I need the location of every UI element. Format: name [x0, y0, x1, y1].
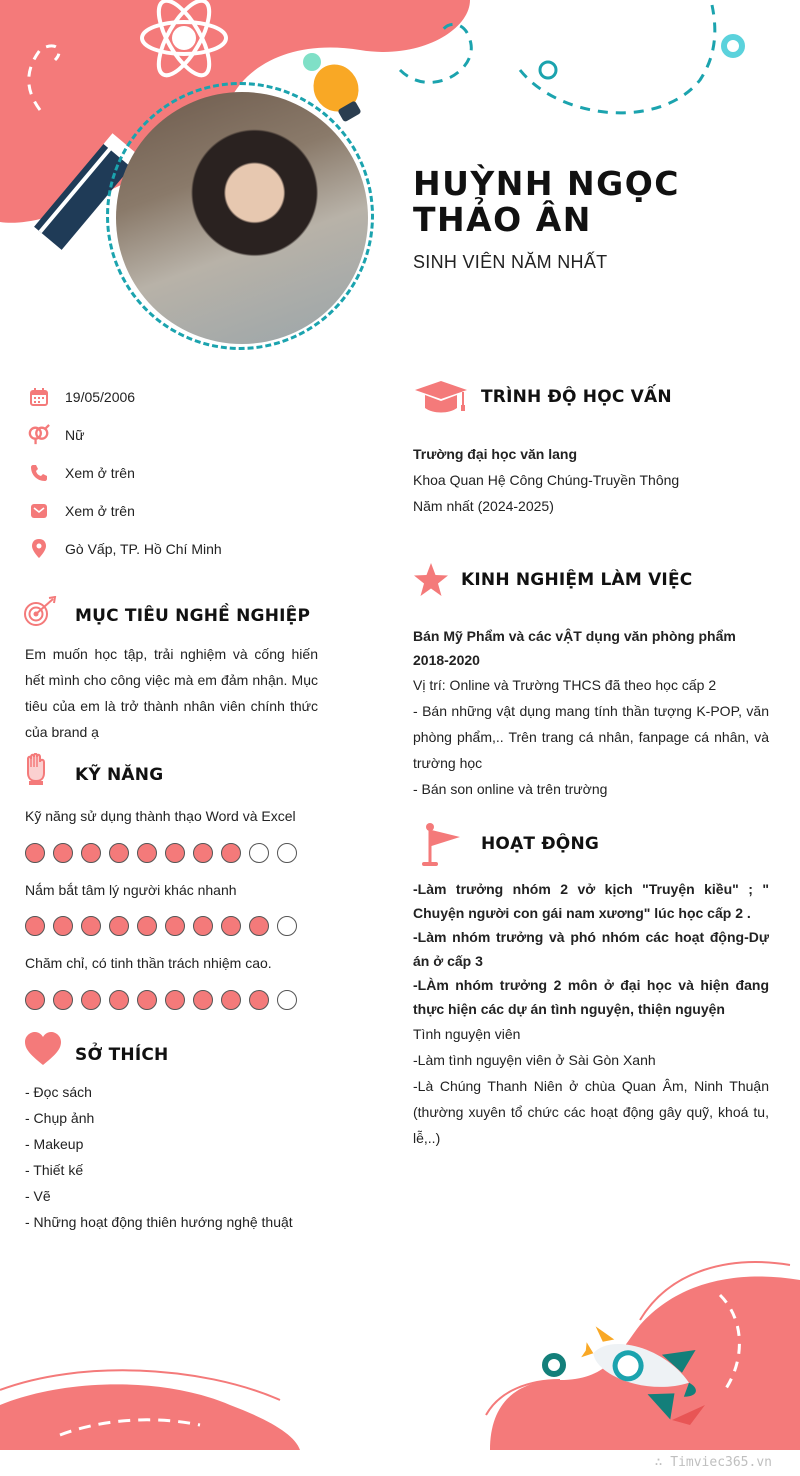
rating-dot-filled [53, 916, 73, 936]
activity-item: -Làm nhóm trưởng và phó nhóm các hoạt động-Dự án ở cấp 3 [413, 929, 769, 969]
rating-dot-filled [81, 916, 101, 936]
email-icon [28, 500, 50, 522]
contact-text: Gò Vấp, TP. Hồ Chí Minh [65, 541, 222, 557]
hobbies-title: SỞ THÍCH [75, 1045, 169, 1065]
job-title: Bán Mỹ Phẩm và các vẬT dụng văn phòng phẩm [413, 628, 736, 644]
graduation-cap-icon [413, 380, 469, 416]
hobby-item: - Makeup [25, 1136, 84, 1152]
contact-text: Xem ở trên [65, 503, 135, 519]
skill-label: Chăm chỉ, có tinh thần trách nhiệm cao. [25, 955, 272, 971]
school-name: Trường đại học văn lang [413, 446, 578, 462]
hobby-item: - Thiết kế [25, 1162, 84, 1178]
rating-dot-filled [53, 990, 73, 1010]
rating-dot-filled [53, 843, 73, 863]
star-icon [413, 562, 449, 598]
activity-item: -Là Chúng Thanh Niên ở chùa Quan Âm, Ninh Thuận (thường xuyên tổ chức các hoạt động gây quỹ, khoá tu, lễ,..) [413, 1078, 769, 1146]
skill-rating [25, 990, 297, 1010]
hobbies-list [25, 1079, 355, 1235]
candidate-name: HUỲNH NGỌC THẢO ÂN [413, 164, 681, 239]
flag-icon [420, 822, 464, 868]
rating-dot-filled [165, 916, 185, 936]
activities-title: HOẠT ĐỘNG [481, 834, 600, 854]
job-description: - Bán son online và trên trường [413, 781, 608, 797]
contact-gender [28, 423, 348, 447]
rating-dot-filled [193, 843, 213, 863]
rating-dot-filled [81, 990, 101, 1010]
study-year: Năm nhất (2024-2025) [413, 498, 554, 514]
gender-icon [28, 424, 50, 446]
hobby-item: - Vẽ [25, 1188, 51, 1204]
activity-subheading: Tình nguyện viên [413, 1026, 521, 1042]
rating-dot-filled [137, 916, 157, 936]
job-description: - Bán những vật dụng mang tính thần tượng K-POP, văn phòng phẩm,.. Trên trang cá nhân, fanpage cá nhân, và trường học [413, 703, 769, 771]
contact-birthdate [28, 385, 348, 409]
contact-location [28, 537, 348, 561]
skill-rating [25, 843, 297, 863]
contact-email [28, 499, 348, 523]
rating-dot-empty [277, 916, 297, 936]
job-period: 2018-2020 [413, 652, 480, 668]
skills-title: KỸ NĂNG [75, 765, 164, 785]
rating-dot-filled [249, 916, 269, 936]
rating-dot-filled [193, 990, 213, 1010]
skill-label: Kỹ năng sử dụng thành thạo Word và Excel [25, 808, 296, 824]
objective-text: Em muốn học tập, trải nghiệm và cống hiến hết mình cho công việc mà em đảm nhận. Mục tiêu của em là trở thành nhân viên chính thức của brand ạ [25, 646, 318, 740]
objective-title: MỤC TIÊU NGHỀ NGHIỆP [75, 606, 311, 626]
experience-details [413, 624, 769, 802]
faculty: Khoa Quan Hệ Công Chúng-Truyền Thông [413, 472, 680, 488]
calendar-icon [28, 386, 50, 408]
rating-dot-filled [81, 843, 101, 863]
rating-dot-filled [109, 843, 129, 863]
activity-item: -LÀm nhóm trưởng 2 môn ở đại học và hiện đang thực hiện các dự án tình nguyện, thiện nguyện [413, 977, 769, 1017]
fist-icon [23, 753, 49, 785]
hobby-item: - Đọc sách [25, 1084, 92, 1100]
activity-item: -Làm trưởng nhóm 2 vở kịch "Truyện kiều" ; " Chuyện người con gái nam xương" lúc học cấp 2 . [413, 881, 769, 921]
rating-dot-empty [277, 843, 297, 863]
rating-dot-empty [277, 990, 297, 1010]
rating-dot-filled [221, 916, 241, 936]
rating-dot-filled [221, 843, 241, 863]
phone-icon [28, 462, 50, 484]
rating-dot-filled [137, 843, 157, 863]
job-role: Vị trí: Online và Trường THCS đã theo học cấp 2 [413, 677, 717, 693]
rating-dot-filled [109, 916, 129, 936]
hobby-item: - Chụp ảnh [25, 1110, 95, 1126]
skill-rating [25, 916, 297, 936]
skill-label: Nắm bắt tâm lý người khác nhanh [25, 882, 237, 898]
rating-dot-filled [25, 843, 45, 863]
activity-item: -Làm tình nguyện viên ở Sài Gòn Xanh [413, 1052, 656, 1068]
heart-icon [24, 1032, 62, 1066]
rating-dot-filled [221, 990, 241, 1010]
rating-dot-filled [165, 990, 185, 1010]
watermark: ∴ Timviec365.vn [654, 1455, 772, 1470]
contact-text: 19/05/2006 [65, 389, 136, 405]
education-title: TRÌNH ĐỘ HỌC VẤN [481, 387, 672, 407]
profile-photo [116, 92, 368, 344]
rating-dot-filled [25, 916, 45, 936]
contact-text: Xem ở trên [65, 465, 135, 481]
target-icon [22, 596, 58, 628]
rating-dot-filled [137, 990, 157, 1010]
rating-dot-empty [249, 843, 269, 863]
experience-title: KINH NGHIỆM LÀM VIỆC [461, 570, 693, 590]
hobby-item: - Những hoạt động thiên hướng nghệ thuật [25, 1214, 293, 1230]
rating-dot-filled [25, 990, 45, 1010]
rating-dot-filled [109, 990, 129, 1010]
contact-text: Nữ [65, 427, 85, 443]
rating-dot-filled [193, 916, 213, 936]
rating-dot-filled [165, 843, 185, 863]
rating-dot-filled [249, 990, 269, 1010]
education-details [413, 441, 773, 519]
location-icon [28, 538, 50, 560]
activities-details [413, 877, 769, 1151]
candidate-title: SINH VIÊN NĂM NHẤT [413, 252, 608, 272]
contact-phone [28, 461, 348, 485]
footer-decoration [0, 1240, 800, 1476]
